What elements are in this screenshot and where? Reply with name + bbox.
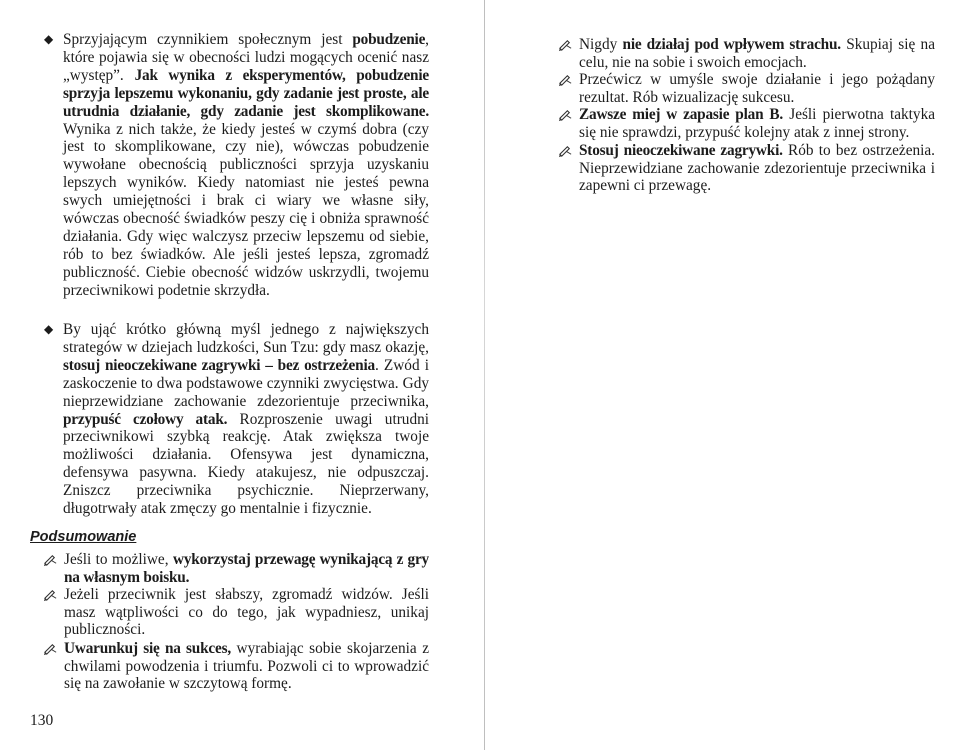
page-number: 130	[30, 712, 54, 729]
tip-item: Zawsze miej w zapasie plan B. Jeśli pierwotna taktyka się nie sprawdzi, przypuść kolejny atak z innej strony.	[579, 106, 935, 141]
summary-item: Uwarunkuj się na sukces, wyrabiając sobie skojarzenia z chwilami powodzenia i triumfu. Pozwoli ci to wprowadzić się na zawołanie w szczytową formę.	[64, 640, 429, 693]
pencil-icon	[43, 641, 58, 656]
summary-heading: Podsumowanie	[30, 529, 137, 545]
pencil-icon	[43, 552, 58, 567]
diamond-bullet-icon: ◆	[44, 32, 54, 46]
pencil-icon	[558, 72, 573, 87]
bullet-paragraph-1: ◆ Sprzyjającym czynnikiem społecznym jest pobudzenie, które pojawia się w obecności ludzi mogących ocenić nasz „występ”. Jak wynika z eksperymentów, pobudzenie sprzyja lepszemu wykonaniu, gdy zadanie jest proste, ale utrudnia działanie, gdy zadanie jest skomplikowane. Wynika z nich także, że kiedy jesteś w czymś dobra (czy jest to skomplikowane, czy nie), wówczas pobudzenie wywołane obecnością publiczności sprzyja uzyskaniu lepszych wyników. Kiedy natomiast nie jesteś pewna swych umiejętności i brak ci wiary we własne siły, wówczas obecność świadków peszy cię i obniża sprawność działania. Gdy więc walczysz przeciw lepszemu od siebie, rób to bez świadków. Ale jeśli jesteś lepsza, zgromadź publiczność. Ciebie obecność widzów uskrzydli, twojemu przeciwnikowi podetnie skrzydła.	[44, 31, 429, 299]
right-page	[485, 0, 971, 750]
summary-item: Jeśli to możliwe, wykorzystaj przewagę wynikającą z gry na własnym boisku.	[64, 551, 429, 586]
pencil-icon	[43, 587, 58, 602]
diamond-bullet-icon: ◆	[44, 322, 54, 336]
summary-item: Jeżeli przeciwnik jest słabszy, zgromadź widzów. Jeśli masz wątpliwości co do tego, jak wypadniesz, unikaj publiczności.	[64, 586, 429, 639]
pencil-icon	[558, 107, 573, 122]
tip-item: Przećwicz w umyśle swoje działanie i jego pożądany rezultat. Rób wizualizację sukcesu.	[579, 71, 935, 106]
tip-item: Stosuj nieoczekiwane zagrywki. Rób to bez ostrzeżenia. Nieprzewidziane zachowanie zdezorientuje przeciwnika i zapewni ci przewagę.	[579, 142, 935, 195]
pencil-icon	[558, 37, 573, 52]
tip-item: Nigdy nie działaj pod wpływem strachu. Skupiaj się na celu, nie na sobie i swoich emocjach.	[579, 36, 935, 71]
pencil-icon	[558, 143, 573, 158]
bullet-paragraph-2: ◆ By ująć krótko główną myśl jednego z największych strategów w dziejach ludzkości, Sun Tzu: gdy masz okazję, stosuj nieoczekiwane zagrywki – bez ostrzeżenia. Zwód i zaskoczenie to dwa podstawowe czynniki zwycięstwa. Gdy nieprzewidziane zachowanie zdezorientuje przeciwnika, przypuść czołowy atak. Rozproszenie uwagi utrudni przeciwnikowi szybką reakcję. Atak zwiększa twoje możliwości działania. Ofensywa jest dynamiczna, defensywa pasywna. Kiedy atakujesz, nie odpuszczaj. Zniszcz przeciwnika psychicznie. Nieprzerwany, długotrwały atak zmęczy go mentalnie i fizycznie.	[44, 321, 429, 518]
left-page	[0, 0, 484, 750]
